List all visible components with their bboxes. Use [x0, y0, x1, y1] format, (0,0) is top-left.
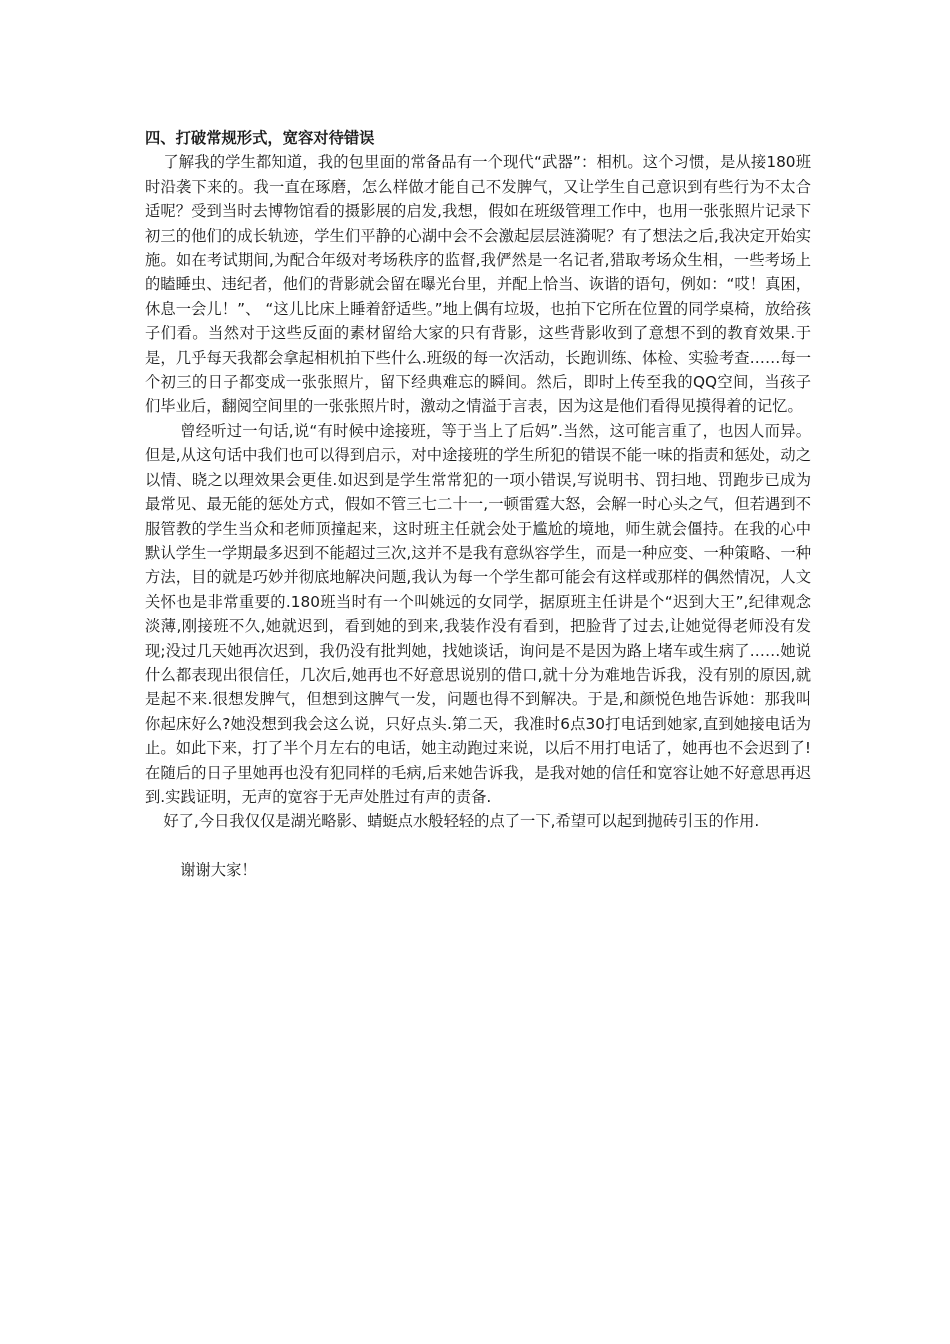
paragraph-camera: 了解我的学生都知道，我的包里面的常备品有一个现代“武器”：相机。这个习惯，是从接180班时沿袭下来的。我一直在琢磨，怎么样做才能自己不发脾气，又让学生自己意识到有些行为不太合适呢？受到当时去博物馆看的摄影展的启发,我想，假如在班级管理工作中，也用一张张照片记录下初三的他们的成长轨迹，学生们平静的心湖中会不会激起层层涟漪呢？有了想法之后,我决定开始实施。如在考试期间,为配合年级对考场秩序的监督,我俨然是一名记者,猎取考场众生相，一些考场上的瞌睡虫、违纪者，他们的背影就会留在曝光台里，并配上恰当、诙谐的语句，例如：“哎！真困，休息一会儿！”、 “这儿比床上睡着舒适些。”地上偶有垃圾，也拍下它所在位置的同学桌椅，放给孩子们看。当然对于这些反面的素材留给大家的只有背影，这些背影收到了意想不到的教育效果.于是，几乎每天我都会拿起相机拍下些什么.班级的每一次活动，长跑训练、体检、实验考查……每一个初三的日子都变成一张张照片，留下经典难忘的瞬间。然后，即时上传至我的QQ空间，当孩子们毕业后，翻阅空间里的一张张照片时，激动之情溢于言表，因为这是他们看得见摸得着的记忆。	[145, 153, 811, 416]
section-heading: 四、打破常规形式，宽容对待错误	[145, 129, 375, 147]
paragraph-lateness: 曾经听过一句话,说“有时候中途接班，等于当上了后妈”.当然，这可能言重了，也因人而异。但是,从这句话中我们也可以得到启示，对中途接班的学生所犯的错误不能一味的指责和惩处，动之以情、晓之以理效果会更佳.如迟到是学生常常犯的一项小错误,写说明书、罚扫地、罚跑步已成为最常见、最无能的惩处方式，假如不管三七二十一,一顿雷霆大怒，会解一时心头之气，但若遇到不服管教的学生当众和老师顶撞起来，这时班主任就会处于尴尬的境地，师生就会僵持。在我的心中默认学生一学期最多迟到不能超过三次,这并不是我有意纵容学生，而是一种应变、一种策略、一种方法，目的就是巧妙并彻底地解决问题,我认为每一个学生都可能会有这样或那样的偶然情况，人文关怀也是非常重要的.180班当时有一个叫姚远的女同学，据原班主任讲是个“迟到大王”,纪律观念淡薄,刚接班不久,她就迟到，看到她的到来,我装作没有看到，把脸背了过去,让她觉得老师没有发现;没过几天她再次迟到，我仍没有批判她，找她谈话，询问是不是因为路上堵车或生病了……她说什么都表现出很信任，几次后,她再也不好意思说别的借口,就十分为难地告诉我，没有别的原因,就是起不来.很想发脾气，但想到这脾气一发，问题也得不到解决。于是,和颜悦色地告诉她：那我叫你起床好么?她没想到我会这么说，只好点头.第二天，我准时6点30打电话到她家,直到她接电话为止。如此下来，打了半个月左右的电话，她主动跑过来说，以后不用打电话了，她再也不会迟到了!在随后的日子里她再也没有犯同样的毛病,后来她告诉我，是我对她的信任和宽容让她不好意思再迟到.实践证明，无声的宽容于无声处胜过有声的责备.	[145, 421, 811, 806]
document-body	[145, 126, 811, 882]
closing-thanks: 谢谢大家！	[180, 860, 257, 879]
paragraph-conclusion: 好了,今日我仅仅是湖光略影、蜻蜓点水般轻轻的点了一下,希望可以起到抛砖引玉的作用.	[163, 812, 760, 831]
